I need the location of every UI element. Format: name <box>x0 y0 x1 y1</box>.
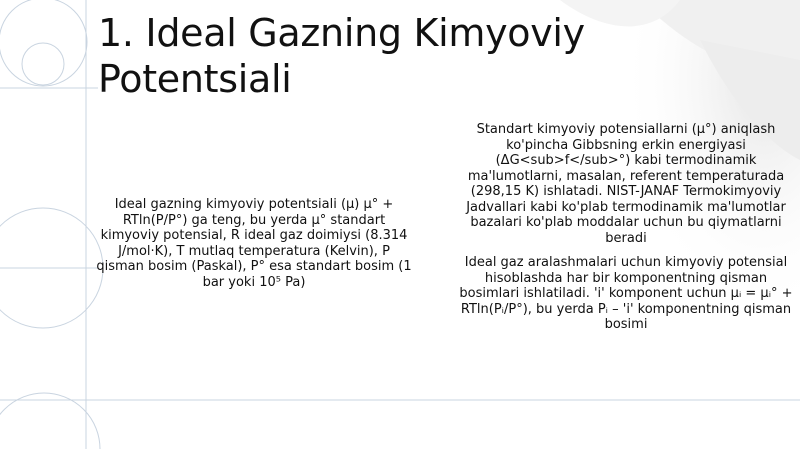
slide-title: 1. Ideal Gazning Kimyoviy Potentsiali <box>98 11 585 101</box>
right-paragraph-1: Standart kimyoviy potensiallarni (μ°) aniqlash ko'pincha Gibbsning erkin energiyasi (ΔG<sub>f</sub>°) kabi termodinamik ma'lumotlarni, masalan, referent temperaturada (298,15 K) ishlatadi. NIST-JANAF Termokimyoviy Jadvallari kabi ko'plab termodinamik ma'lumotlar bazalari ko'plab moddalar uchun bu qiymatlarni beradi <box>466 122 786 246</box>
right-text-block <box>458 122 794 333</box>
decor-circle-small <box>22 43 64 85</box>
decor-arc-bottom <box>0 393 100 449</box>
left-text-block <box>96 197 412 290</box>
right-paragraph-2: Ideal gaz aralashmalari uchun kimyoviy potensial hisoblashda har bir komponentning qisman bosimlari ishlatiladi. 'i' komponent uchun μᵢ = μᵢ° + RTln(Pᵢ/P°), bu yerda Pᵢ – 'i' komponentning qisman bosimi <box>459 255 793 332</box>
left-paragraph: Ideal gazning kimyoviy potentsiali (μ) μ° + RTln(P/P°) ga teng, bu yerda μ° standart kimyoviy potensial, R ideal gaz doimiysi (8.314 J/mol·K), T mutlaq temperatura (Kelvin), P qisman bosim (Paskal), P° esa standart bosim (1 bar yoki 10⁵ Pa) <box>96 197 412 290</box>
